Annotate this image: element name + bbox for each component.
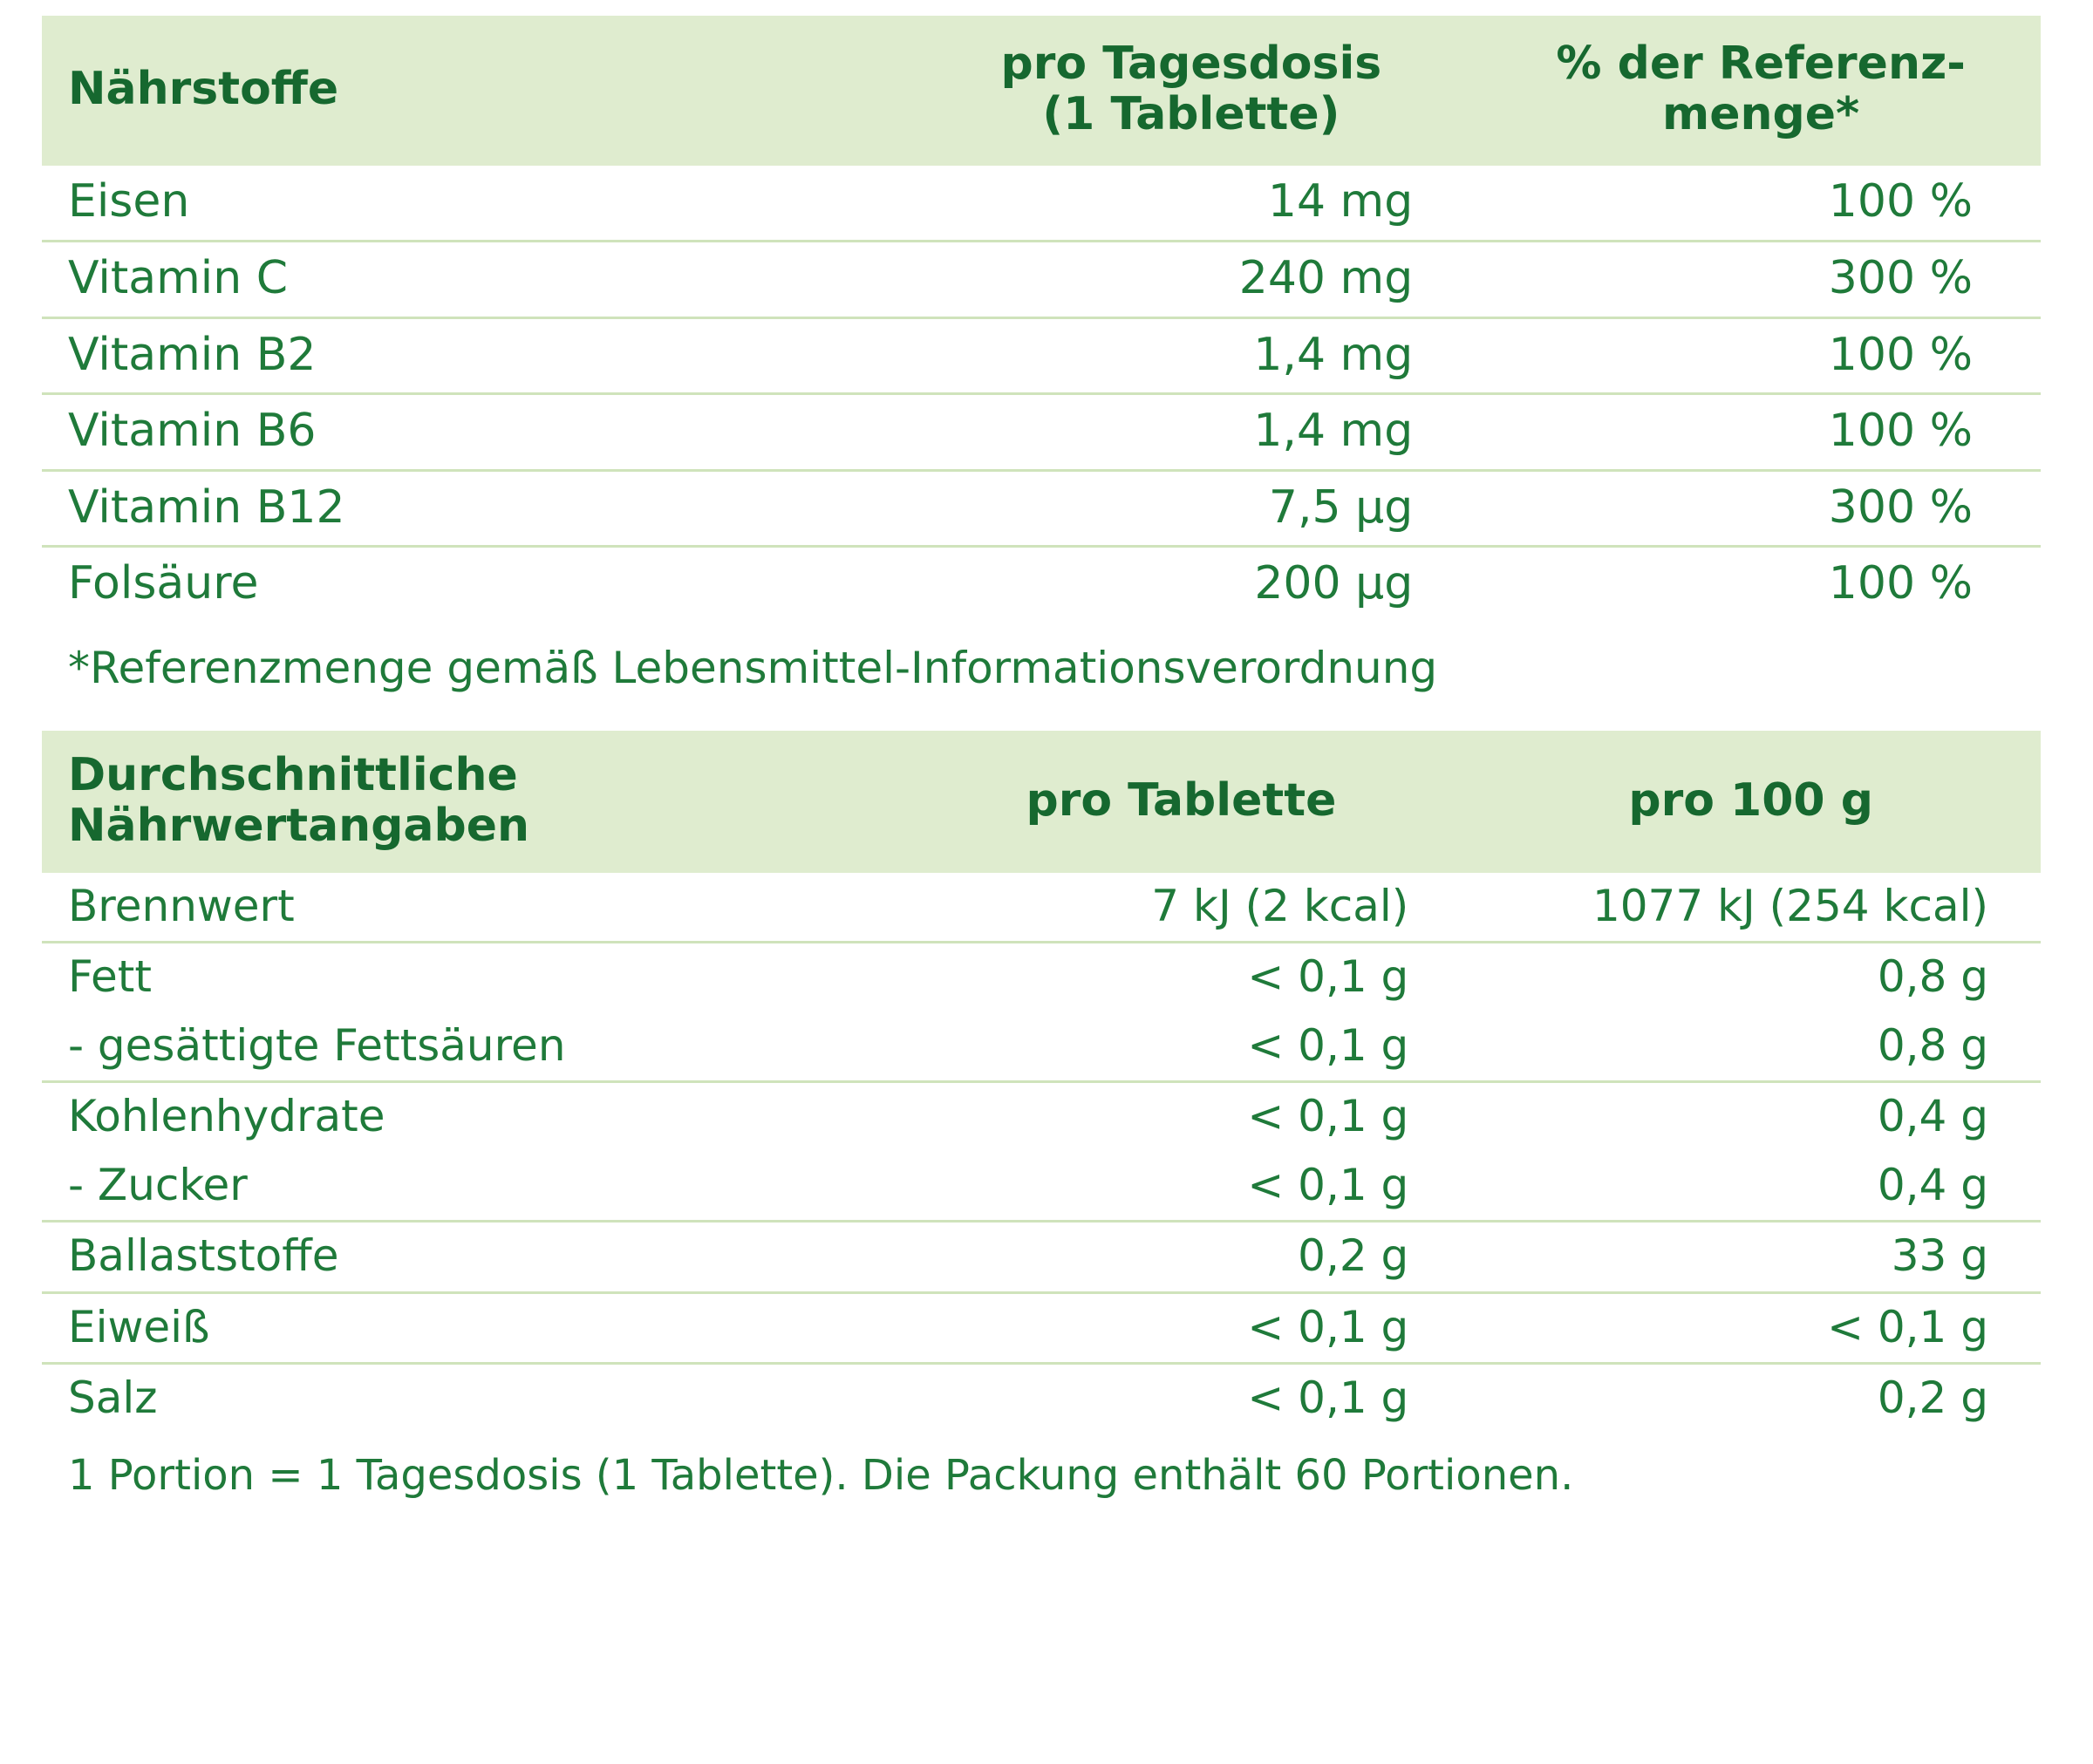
nutrition-value-per-tablet: < 0,1 g <box>902 1292 1462 1364</box>
nutrition-value-per-tablet: < 0,1 g <box>1247 1091 1409 1141</box>
nutrition-value-per-100g: 0,8 g <box>1877 951 1988 1002</box>
nutrition-value-name: - Zucker <box>42 1152 902 1222</box>
table-row <box>42 470 2041 547</box>
nutrition-value-per-100g: 1077 kJ (254 kcal) <box>1461 873 2041 943</box>
nutrition-value-per-100g: 33 g <box>1461 1222 2041 1293</box>
nutrition-value-per-tablet: 0,2 g <box>902 1222 1462 1293</box>
table-row <box>42 1222 2041 1293</box>
nutrients-header-reference <box>1481 16 2041 166</box>
nutrient-name: Vitamin B12 <box>42 470 902 547</box>
nutrients-table <box>42 16 2041 622</box>
nutrition-values-header-row <box>42 731 2041 872</box>
table-row <box>42 394 2041 471</box>
nutrition-value-per-100g: 0,4 g <box>1877 1091 1988 1141</box>
nutrients-table-block <box>42 16 2041 692</box>
nutrition-values-header-per-100g: pro 100 g <box>1461 731 2041 872</box>
nutrient-reference: 300 % <box>1481 242 2041 318</box>
nutrient-name: Eisen <box>42 166 902 241</box>
table-row <box>42 317 2041 394</box>
nutrition-values-table-block <box>42 731 2041 1498</box>
nutrition-value-per-tablet: < 0,1 g <box>902 1012 1462 1082</box>
nutrients-table-header-row <box>42 16 2041 166</box>
nutrients-header-name: Nährstoffe <box>42 16 902 166</box>
nutrient-per-dose: 14 mg <box>902 166 1482 241</box>
nutrient-per-dose: 1,4 mg <box>902 394 1482 471</box>
nutrient-per-dose: 1,4 mg <box>902 317 1482 394</box>
nutrition-values-table-body <box>42 873 2041 1434</box>
nutrition-value-name: Kohlenhydrate <box>68 1091 385 1141</box>
nutrition-values-header-name <box>42 731 902 872</box>
nutrition-value-per-tablet: < 0,1 g <box>902 1152 1462 1222</box>
table-row <box>42 873 2041 943</box>
table-row <box>42 1012 2041 1082</box>
nutrient-per-dose: 7,5 µg <box>902 470 1482 547</box>
nutrient-reference: 100 % <box>1481 317 2041 394</box>
nutrient-reference: 100 % <box>1828 557 1973 610</box>
nutrient-name: Vitamin B6 <box>42 394 902 471</box>
nutrition-value-per-tablet: < 0,1 g <box>1247 1372 1409 1423</box>
nutrient-name: Vitamin C <box>42 242 902 318</box>
nutrient-reference: 100 % <box>1481 166 2041 241</box>
nutrients-header-per-dose-line2: (1 Tablette) <box>1042 88 1340 141</box>
nutrition-value-per-tablet: < 0,1 g <box>1247 951 1409 1002</box>
nutrient-reference: 300 % <box>1481 470 2041 547</box>
nutrition-value-name: Brennwert <box>42 873 902 943</box>
nutrient-reference: 100 % <box>1481 394 2041 471</box>
nutrients-header-per-dose-line1: pro Tagesdosis <box>1000 37 1382 90</box>
nutrition-value-per-100g: 0,8 g <box>1461 1012 2041 1082</box>
table-row <box>42 1292 2041 1364</box>
table-row <box>42 1152 2041 1222</box>
bottom-spacer <box>42 1498 2041 1747</box>
nutrition-values-footnote: 1 Portion = 1 Tagesdosis (1 Tablette). Die Packung enthält 60 Portionen. <box>68 1450 1574 1500</box>
nutrient-name: Vitamin B2 <box>42 317 902 394</box>
nutrient-per-dose: 200 µg <box>1254 557 1414 610</box>
nutrients-header-reference-line2: menge* <box>1662 88 1860 141</box>
nutrition-values-header-per-tablet: pro Tablette <box>902 731 1462 872</box>
nutrition-value-per-100g: 0,2 g <box>1877 1372 1988 1423</box>
nutrition-value-name: Ballaststoffe <box>42 1222 902 1293</box>
nutrition-value-name: Eiweiß <box>42 1292 902 1364</box>
nutrient-name: Folsäure <box>68 557 259 610</box>
nutrition-values-table <box>42 731 2041 1433</box>
nutrition-values-header-name-line2: Nährwertangaben <box>68 800 530 853</box>
table-row <box>42 547 2041 622</box>
nutrients-footnote: *Referenzmenge gemäß Lebensmittel-Informationsverordnung <box>68 643 1438 694</box>
nutrition-values-header-name-line1: Durchschnittliche <box>68 749 518 802</box>
table-row <box>42 1082 2041 1152</box>
nutrient-per-dose: 240 mg <box>902 242 1482 318</box>
nutrition-value-per-tablet: 7 kJ (2 kcal) <box>902 873 1462 943</box>
table-row <box>42 1364 2041 1434</box>
table-row <box>42 242 2041 318</box>
table-row <box>42 943 2041 1012</box>
nutrition-value-name: Salz <box>68 1372 158 1423</box>
nutrition-value-name: Fett <box>68 951 152 1002</box>
nutrients-table-body <box>42 166 2041 622</box>
nutrients-header-reference-line1: % der Referenz- <box>1556 37 1966 90</box>
table-row <box>42 166 2041 241</box>
nutrition-value-per-100g: 0,4 g <box>1461 1152 2041 1222</box>
nutrients-header-per-dose <box>902 16 1482 166</box>
nutrition-value-name: - gesättigte Fettsäuren <box>42 1012 902 1082</box>
nutrition-value-per-100g: < 0,1 g <box>1461 1292 2041 1364</box>
